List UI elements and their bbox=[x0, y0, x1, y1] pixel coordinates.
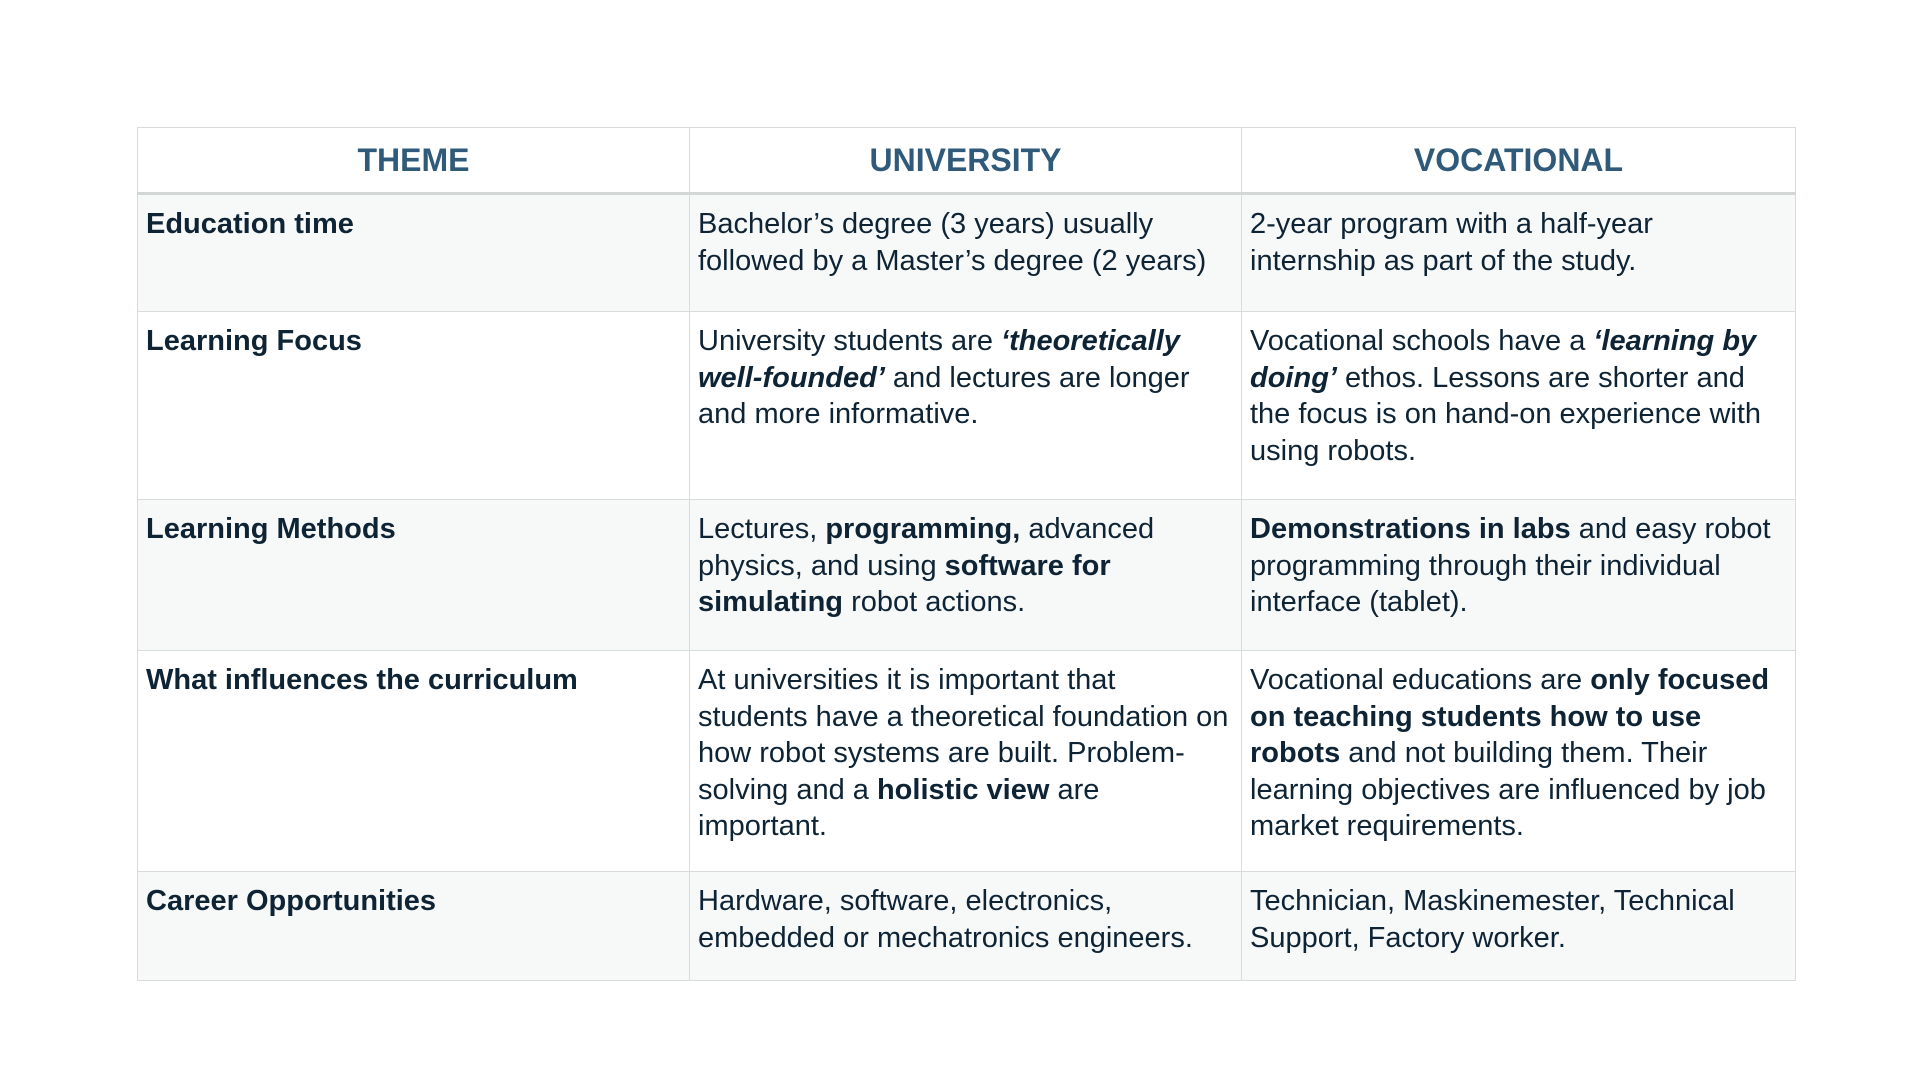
cell-text: At universities it is important that students have a theoretical foundation on how robot systems are built. Problem-solving and a bbox=[698, 664, 1229, 806]
cell-text: robot actions. bbox=[843, 586, 1026, 618]
emphasis-text: ‘learning by doing’ bbox=[1250, 325, 1757, 394]
cell-text: Technician, Maskinemester, Technical Support, Factory worker. bbox=[1250, 885, 1735, 954]
theme-cell: Learning Focus bbox=[138, 312, 690, 500]
emphasis-text: only focused on teaching students how to use robots bbox=[1250, 664, 1770, 769]
cell-text: Lectures, bbox=[698, 513, 826, 545]
comparison-table bbox=[137, 127, 1796, 981]
emphasis-text: ‘theoretically well-founded’ bbox=[698, 325, 1180, 394]
vocational-cell bbox=[1242, 194, 1796, 312]
cell-text: Bachelor’s degree (3 years) usually followed by a Master’s degree (2 years) bbox=[698, 208, 1207, 277]
university-cell bbox=[690, 872, 1242, 981]
cell-text: are important. bbox=[698, 773, 1100, 842]
cell-text: University students are bbox=[698, 325, 1002, 357]
table-row bbox=[138, 500, 1796, 651]
emphasis-text: software for simulating bbox=[698, 549, 1111, 618]
cell-text: ethos. Lessons are shorter and the focus is on hand-on experience with using robots. bbox=[1250, 361, 1762, 467]
cell-text: 2-year program with a half-year internship as part of the study. bbox=[1250, 208, 1653, 277]
cell-text: and easy robot programming through their individual interface (tablet). bbox=[1250, 513, 1771, 618]
vocational-cell bbox=[1242, 872, 1796, 981]
university-cell bbox=[690, 500, 1242, 651]
university-cell bbox=[690, 312, 1242, 500]
vocational-cell bbox=[1242, 312, 1796, 500]
university-cell bbox=[690, 194, 1242, 312]
header-theme: THEME bbox=[138, 128, 690, 194]
table-body bbox=[138, 194, 1796, 981]
theme-cell: Career Opportunities bbox=[138, 872, 690, 981]
emphasis-text: Demonstrations in labs bbox=[1250, 513, 1571, 545]
header-row bbox=[138, 128, 1796, 194]
table-row bbox=[138, 651, 1796, 872]
vocational-cell bbox=[1242, 651, 1796, 872]
table-row bbox=[138, 872, 1796, 981]
university-cell bbox=[690, 651, 1242, 872]
cell-text: Vocational educations are bbox=[1250, 664, 1591, 696]
cell-text: advanced physics, and using bbox=[698, 513, 1155, 582]
emphasis-text: holistic view bbox=[876, 773, 1050, 806]
table-row bbox=[138, 312, 1796, 500]
cell-text: Vocational schools have a bbox=[1250, 325, 1594, 357]
cell-text: and not building them. Their learning objectives are influenced by job market requirements. bbox=[1250, 737, 1766, 842]
emphasis-text: programming, bbox=[825, 513, 1021, 545]
header-university: UNIVERSITY bbox=[690, 128, 1242, 194]
table-row bbox=[138, 194, 1796, 312]
theme-cell: Learning Methods bbox=[138, 500, 690, 651]
theme-cell: Education time bbox=[138, 194, 690, 312]
cell-text: Hardware, software, electronics, embedded or mechatronics engineers. bbox=[698, 885, 1193, 954]
table-header bbox=[138, 128, 1796, 194]
cell-text: and lectures are longer and more informative. bbox=[698, 361, 1190, 430]
vocational-cell bbox=[1242, 500, 1796, 651]
header-vocational: VOCATIONAL bbox=[1242, 128, 1796, 194]
theme-cell: What influences the curriculum bbox=[138, 651, 690, 872]
